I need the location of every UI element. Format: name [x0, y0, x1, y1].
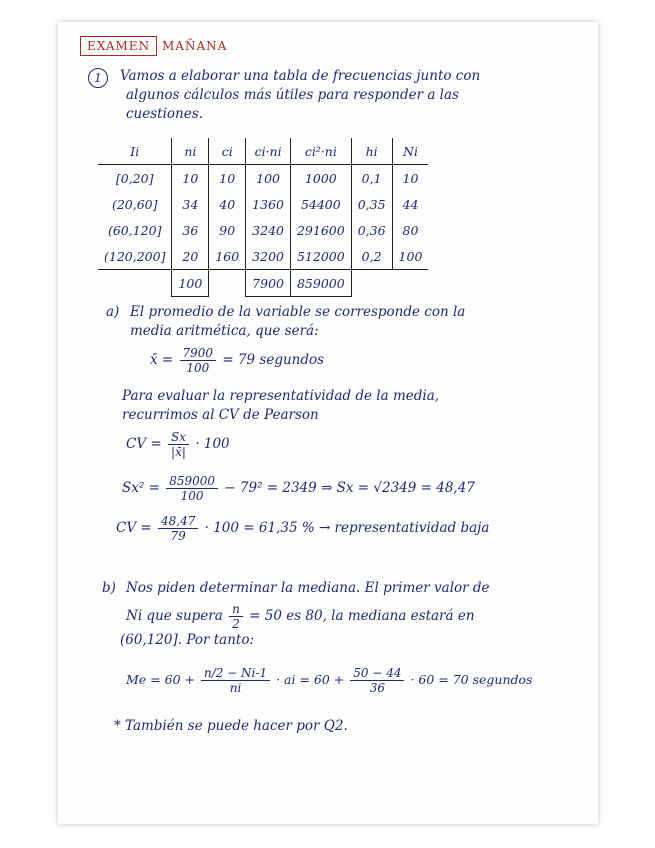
table-cell: 512000	[290, 243, 351, 270]
table-row	[98, 243, 428, 270]
table-cell: 10	[402, 170, 419, 186]
variance-denominator: 100	[180, 489, 204, 503]
median-value-fraction	[350, 666, 404, 695]
frequency-table	[98, 138, 428, 297]
table-cell: 1360	[246, 191, 291, 217]
cv-fraction	[168, 430, 189, 459]
col-header: Ii	[98, 138, 172, 165]
table-row	[98, 217, 428, 243]
intro-line-1: Vamos a elaborar una tabla de frecuencias junto con	[120, 68, 481, 84]
mean-rhs: = 79 segundos	[222, 352, 325, 368]
table-cell: 100	[392, 243, 428, 270]
table-cell: 1000	[290, 165, 351, 192]
part-b-line-1: Nos piden determinar la mediana. El primer valor de	[126, 580, 490, 596]
cv-result-fraction	[158, 514, 198, 543]
table-cell: 20	[172, 243, 209, 270]
total-ni: 100	[172, 270, 209, 297]
part-b-line-3: (60,120]. Por tanto:	[120, 632, 255, 648]
table-row	[98, 165, 428, 192]
variance-numerator: 859000	[166, 474, 218, 489]
table-cell	[98, 270, 172, 297]
exam-sheet	[58, 22, 598, 824]
table-row	[98, 191, 428, 217]
table-cell: 160	[209, 243, 246, 270]
table-cell: (60,120]	[98, 217, 172, 243]
table-totals-row	[98, 270, 428, 297]
cv-lhs: CV =	[126, 436, 162, 452]
table-cell: 80	[402, 222, 419, 238]
table-cell: 40	[209, 191, 246, 217]
table-cell: 291600	[290, 217, 351, 243]
cv-result-formula	[116, 514, 489, 543]
exam-label: EXAMEN	[80, 36, 157, 56]
part-a-line-1: El promedio de la variable se corresponde con la	[130, 304, 466, 320]
mean-numerator: 7900	[180, 346, 217, 361]
table-cell: 54400	[290, 191, 351, 217]
cv-result-lhs: CV =	[116, 520, 152, 536]
intro-line-2: algunos cálculos más útiles para responder a las	[126, 87, 459, 103]
variance-fraction	[166, 474, 218, 503]
table-cell: 34	[172, 191, 209, 217]
part-a-line-2: media aritmética, que será:	[130, 323, 319, 339]
mean-fraction	[180, 346, 217, 375]
cv-numerator: Sx	[168, 430, 189, 445]
median-lhs: Me = 60 +	[126, 672, 195, 687]
table-cell: 0,2	[351, 243, 392, 270]
mean-denominator: 100	[186, 361, 210, 375]
table-cell: 10	[209, 165, 246, 192]
half-n-denominator: 2	[232, 617, 240, 631]
cv-denominator: |x̄|	[171, 445, 186, 459]
median-denominator: ni	[229, 681, 242, 695]
half-n-fraction	[229, 602, 243, 631]
table-cell: 0,36	[351, 217, 392, 243]
col-header: Ni	[392, 138, 428, 165]
col-header: hi	[351, 138, 392, 165]
cv-result-numerator: 48,47	[158, 514, 198, 529]
table-cell: (20,60]	[98, 191, 172, 217]
variance-lhs: Sx² =	[122, 480, 160, 496]
median-value-denominator: 36	[369, 681, 385, 695]
table-cell: 36	[172, 217, 209, 243]
table-cell: [0,20]	[98, 165, 172, 192]
half-n-numerator: n	[229, 602, 243, 617]
col-header: ci·ni	[246, 138, 291, 165]
variance-formula	[122, 474, 475, 503]
table-cell: 0,35	[351, 191, 392, 217]
closing-note: * También se puede hacer por Q2.	[114, 718, 348, 734]
median-mid: · ai = 60 +	[276, 672, 345, 687]
part-b-line-2b: = 50 es 80, la mediana estará en	[249, 608, 475, 624]
cv-result-rhs: · 100 = 61,35 % → representatividad baja	[204, 520, 490, 536]
table-cell: 3200	[246, 243, 291, 270]
intro-line-3: cuestiones.	[126, 106, 203, 122]
table-cell	[351, 270, 392, 297]
median-value-numerator: 50 − 44	[350, 666, 404, 681]
total-ci-ni: 7900	[246, 270, 291, 297]
table-cell: 0,1	[351, 165, 392, 192]
table-header-row	[98, 138, 428, 165]
table-cell	[209, 270, 246, 297]
variance-rhs: − 79² = 2349 ⇒ Sx = √2349 = 48,47	[224, 480, 475, 496]
col-header: ci	[209, 138, 246, 165]
table-cell: 3240	[246, 217, 291, 243]
col-header: ni	[172, 138, 209, 165]
part-b-line-2a: Ni que supera	[126, 608, 223, 624]
part-b-label: b)	[102, 580, 116, 596]
col-header: ci²·ni	[290, 138, 351, 165]
table-cell: 100	[246, 165, 291, 192]
table-cell: (120,200]	[98, 243, 172, 270]
median-formula	[126, 666, 532, 695]
part-a-line-3: Para evaluar la representatividad de la media,	[122, 388, 440, 404]
median-numerator: n/2 − Ni-1	[201, 666, 270, 681]
session-label: MAÑANA	[162, 39, 228, 53]
median-fraction	[201, 666, 270, 695]
table-cell: 10	[172, 165, 209, 192]
table-cell	[392, 270, 428, 297]
cv-rhs: · 100	[195, 436, 230, 452]
part-a-line-4: recurrimos al CV de Pearson	[122, 407, 319, 423]
part-a-label: a)	[106, 304, 120, 320]
mean-formula	[150, 346, 324, 375]
mean-lhs: x̄ =	[150, 352, 174, 368]
cv-result-denominator: 79	[170, 529, 186, 543]
cv-formula	[126, 430, 230, 459]
table-cell: 44	[402, 196, 419, 212]
question-number: 1	[88, 68, 108, 88]
total-ci2-ni: 859000	[290, 270, 351, 297]
median-rhs: · 60 = 70 segundos	[410, 672, 533, 687]
table-cell: 90	[209, 217, 246, 243]
part-b-line-2	[126, 602, 475, 631]
